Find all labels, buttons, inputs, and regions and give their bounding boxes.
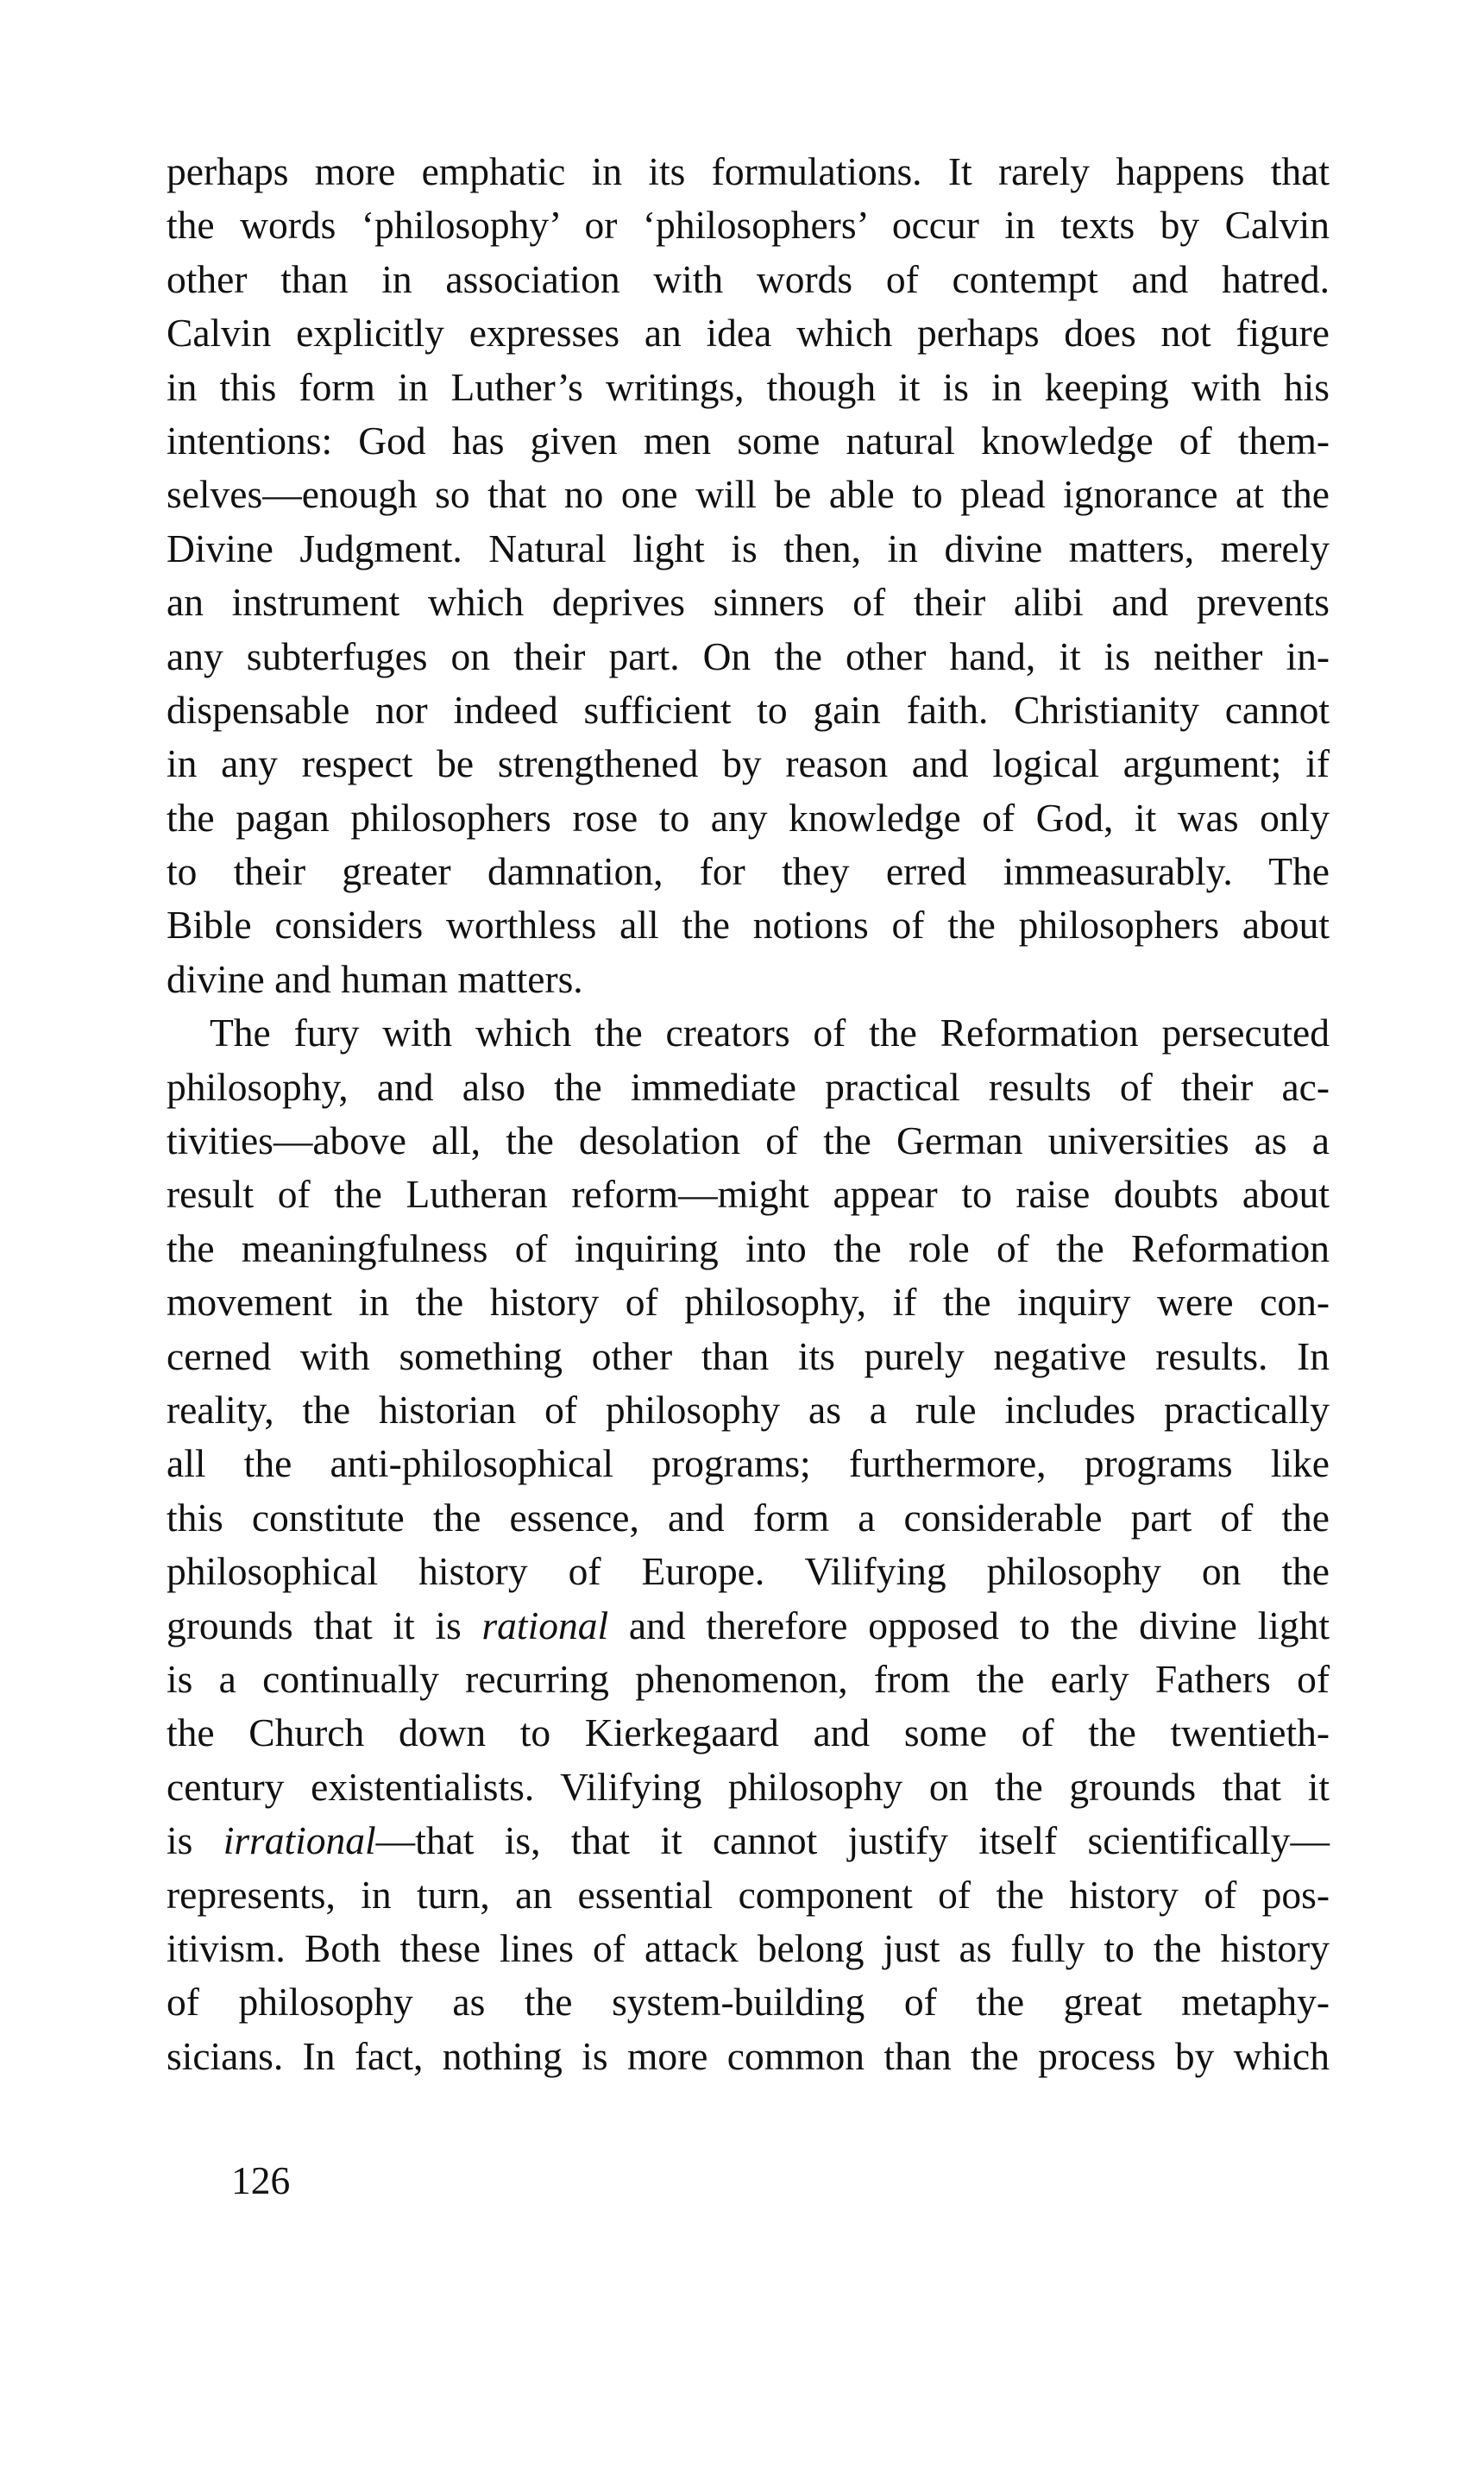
text-line: century existentialists. Vilifying philosophy on the grounds that it (167, 1764, 1330, 1809)
text-line: perhaps more emphatic in its formulations. It rarely happens that (167, 149, 1330, 193)
text-line: of philosophy as the system-building of the great metaphy- (167, 1980, 1330, 2025)
text-line: philosophical history of Europe. Vilifying philosophy on the (167, 1549, 1330, 1594)
text-run: —that is, that it cannot justify itself scientifically— (375, 1818, 1330, 1863)
text-line (167, 1599, 1330, 1653)
text-line: reality, the historian of philosophy as a rule includes practically (167, 1387, 1330, 1432)
text-line: the words ‘philosophy’ or ‘philosophers’ occur in texts by Calvin (167, 203, 1330, 248)
text-line: divine and human matters. (167, 956, 583, 1001)
text-line: represents, in turn, an essential component of the history of pos- (167, 1872, 1330, 1917)
text-line: is a continually recurring phenomenon, from the early Fathers of (167, 1656, 1330, 1701)
text-line: dispensable nor indeed sufficient to gain faith. Christianity cannot (167, 687, 1330, 732)
paragraph-2 (167, 1006, 1330, 2083)
text-line: to their greater damnation, for they erred immeasurably. The (167, 849, 1330, 894)
text-line: cerned with something other than its purely negative results. In (167, 1333, 1330, 1378)
text-line: philosophy, and also the immediate practical results of their ac- (167, 1064, 1330, 1109)
text-run: and therefore opposed to the divine light (608, 1603, 1330, 1647)
text-line: intentions: God has given men some natural knowledge of them- (167, 418, 1330, 463)
text-line: The fury with which the creators of the Reformation persecuted (210, 1011, 1330, 1055)
text-run: is (167, 1818, 223, 1863)
page-number: 126 (231, 2158, 291, 2202)
text-line: this constitute the essence, and form a considerable part of the (167, 1495, 1330, 1540)
text-line: in any respect be strengthened by reason and logical argument; if (167, 741, 1330, 786)
text-line: the pagan philosophers rose to any knowledge of God, it was only (167, 795, 1330, 840)
emphasis-rational: rational (481, 1603, 609, 1647)
text-line: selves—enough so that no one will be able to plead ignorance at the (167, 472, 1330, 517)
text-line: an instrument which deprives sinners of their alibi and prevents (167, 580, 1330, 625)
text-line: tivities—above all, the desolation of the German universities as a (167, 1118, 1330, 1163)
text-line: the meaningfulness of inquiring into the role of the Reformation (167, 1225, 1330, 1270)
text-line: other than in association with words of contempt and hatred. (167, 256, 1330, 301)
text-line: movement in the history of philosophy, if the inquiry were con- (167, 1280, 1330, 1325)
text-line: Calvin explicitly expresses an idea which perhaps does not figure (167, 311, 1330, 356)
emphasis-irrational: irrational (223, 1818, 376, 1863)
text-line: Bible considers worthless all the notions of the philosophers about (167, 903, 1330, 948)
text-line: Divine Judgment. Natural light is then, in divine matters, merely (167, 526, 1330, 570)
text-line: itivism. Both these lines of attack belong just as fully to the history (167, 1925, 1330, 1970)
paragraph-1 (167, 145, 1330, 1006)
text-line (167, 1814, 1330, 1868)
body-text (167, 145, 1330, 2083)
text-line: result of the Lutheran reform—might appear to raise doubts about (167, 1172, 1330, 1217)
text-line: sicians. In fact, nothing is more common than the process by which (167, 2033, 1330, 2078)
text-line: all the anti-philosophical programs; furthermore, programs like (167, 1441, 1330, 1486)
text-run: grounds that it is (167, 1603, 482, 1647)
text-line: the Church down to Kierkegaard and some of the twentieth- (167, 1710, 1330, 1755)
text-line: in this form in Luther’s writings, though it is in keeping with his (167, 364, 1330, 409)
text-line: any subterfuges on their part. On the other hand, it is neither in- (167, 633, 1330, 678)
